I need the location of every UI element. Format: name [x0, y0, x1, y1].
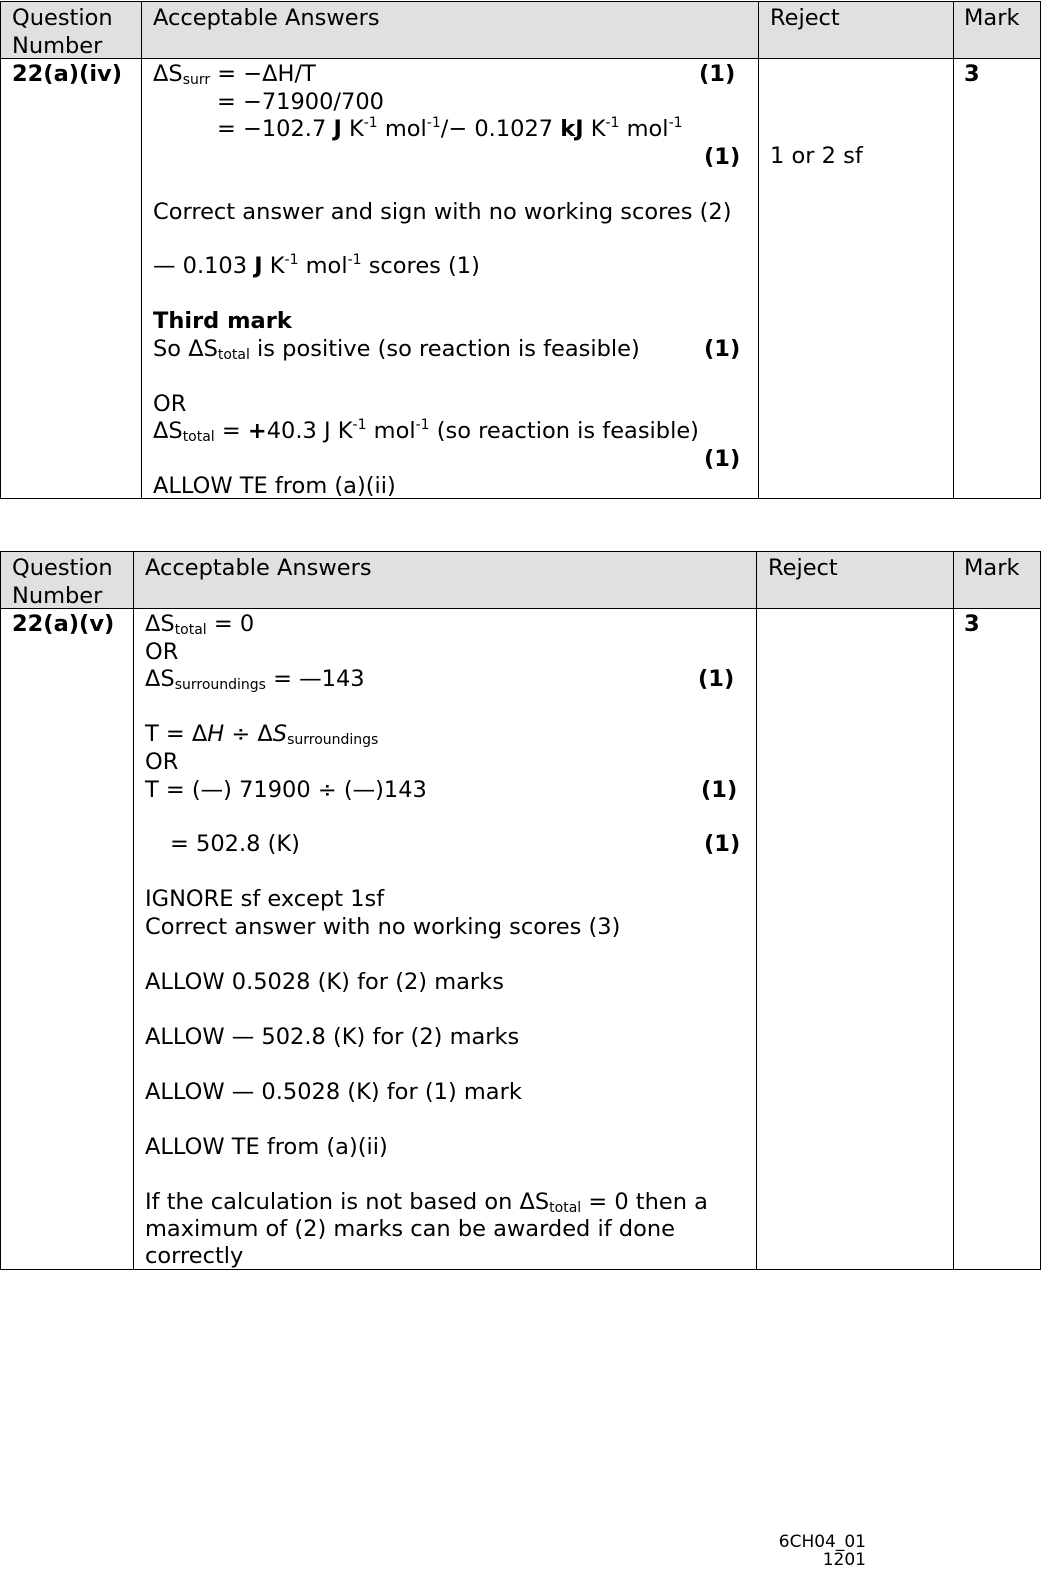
answer-line: T = (—) 71900 ÷ (—)143	[145, 777, 427, 803]
mark-scheme-table-2	[0, 551, 1041, 1270]
header-question-number: Question Number	[12, 555, 113, 609]
answer-line: IGNORE sf except 1sf	[145, 886, 385, 912]
header-mark: Mark	[964, 555, 1020, 581]
question-number: 22(a)(v)	[12, 611, 115, 637]
reject-text: 1 or 2 sf	[770, 143, 863, 169]
answer-line: $\Delta S_{total} = 0$	[145, 611, 255, 638]
answer-line: = 502.8 (K)	[170, 831, 300, 857]
answer-line: ALLOW — 0.5028 (K) for (1) mark	[145, 1079, 522, 1105]
mark-allocation: (1)	[704, 144, 741, 170]
answer-line: If the calculation is not based on $\Delta S_{total} = 0$ then a	[145, 1189, 708, 1216]
answer-line: $\Delta S_{surr} = -\Delta H/T$	[153, 61, 316, 88]
header-mark: Mark	[964, 5, 1020, 31]
answer-line: OR	[145, 749, 179, 775]
mark-allocation: (1)	[704, 446, 741, 472]
mark-allocation: (1)	[701, 777, 738, 803]
mark-allocation: (1)	[699, 61, 736, 87]
mark-allocation: (1)	[704, 336, 741, 362]
answer-subheading: Third mark	[153, 308, 292, 334]
answer-line: $\Delta S_{surroundings}$ = —143	[145, 666, 365, 693]
answer-line: correctly	[145, 1243, 244, 1269]
mark-value: 3	[964, 611, 980, 637]
answer-line: $\Delta S_{total} = +40.3$ J $K^{-1}$ mol$^{-1}$ (so reaction is feasible)	[153, 417, 699, 445]
mark-allocation: (1)	[698, 666, 735, 692]
answer-line: OR	[153, 391, 187, 417]
page-footer	[760, 1533, 866, 1569]
answer-line: maximum of (2) marks can be awarded if done	[145, 1216, 675, 1242]
answer-line: Correct answer with no working scores (3)	[145, 914, 621, 940]
header-acceptable-answers: Acceptable Answers	[145, 555, 372, 581]
mark-value: 3	[964, 61, 980, 87]
answer-line: ALLOW TE from (a)(ii)	[145, 1134, 388, 1160]
answer-line: = −71900/700	[217, 89, 384, 115]
answer-line: $T = \Delta H \div \Delta S_{surroundings}$	[145, 721, 379, 748]
answer-line: — 0.103 J $K^{-1}$ mol$^{-1}$ scores (1)	[153, 252, 480, 279]
header-reject: Reject	[770, 5, 840, 31]
answer-line: ALLOW — 502.8 (K) for (2) marks	[145, 1024, 520, 1050]
answer-line: = −102.7 J $K^{-1}$ mol$^{-1}$/− 0.1027 kJ $K^{-1}$ mol$^{-1}$	[217, 115, 683, 142]
header-acceptable-answers: Acceptable Answers	[153, 5, 380, 31]
header-reject: Reject	[768, 555, 838, 581]
question-number: 22(a)(iv)	[12, 61, 123, 87]
answer-line: OR	[145, 639, 179, 665]
mark-allocation: (1)	[704, 831, 741, 857]
mark-scheme-table-1	[0, 1, 1041, 499]
answer-line: So $\Delta S_{total}$ is positive (so reaction is feasible)	[153, 336, 640, 363]
paper-code: 6CH04_01	[778, 1532, 866, 1552]
answer-line: ALLOW 0.5028 (K) for (2) marks	[145, 969, 504, 995]
answer-line: ALLOW TE from (a)(ii)	[153, 473, 396, 499]
header-question-number: Question Number	[12, 5, 113, 59]
answer-line: Correct answer and sign with no working scores (2)	[153, 199, 732, 225]
page-number: 1201	[822, 1550, 866, 1570]
